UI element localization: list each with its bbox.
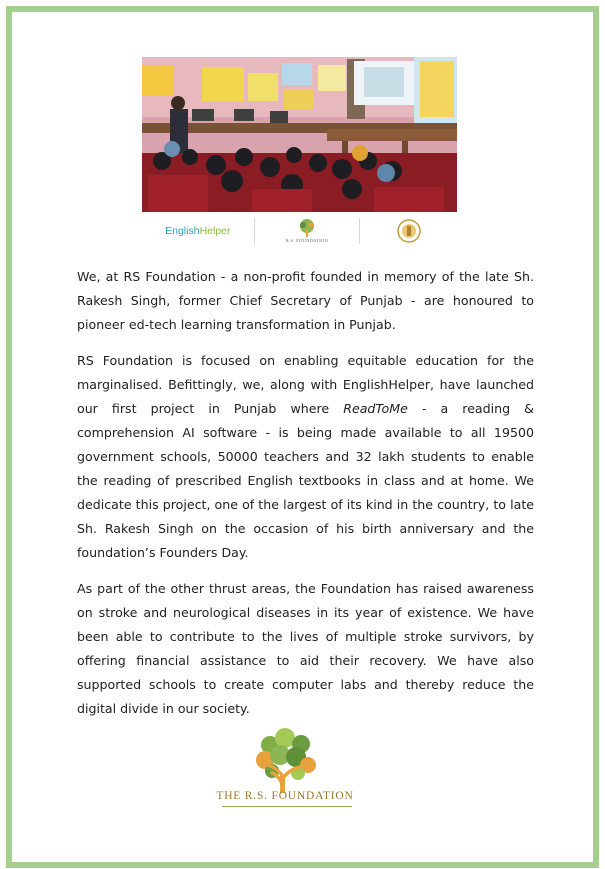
- readtome-name: ReadToMe: [343, 401, 408, 416]
- rs-foundation-name: THE R.S. FOUNDATION: [216, 790, 354, 802]
- body-text: [77, 265, 534, 733]
- government-seal-logo: [360, 218, 457, 244]
- emblem-icon: [397, 218, 421, 244]
- classroom-photo: [142, 57, 457, 212]
- tree-icon: [296, 219, 318, 237]
- paragraph-readtome: RS Foundation is focused on enabling equitable education for the marginalised. Befittingly, we, along with EnglishHelper, have launched our first project in Punjab where ReadToMe - a reading & comprehension AI software - is being made available to all 19500 government schools, 50000 teachers and 32 lakh students to enable the reading of prescribed English textbooks in class and at home. We dedicate this project, one of the largest of its kind in the country, to late Sh. Rakesh Singh on the occasion of his birth anniversary and the foundation’s Founders Day.: [77, 353, 534, 560]
- englishhelper-logo: EnglishHelper: [165, 224, 231, 237]
- paragraph-intro: We, at RS Foundation - a non-profit founded in memory of the late Sh. Rakesh Singh, former Chief Secretary of Punjab - are honoured to pioneer ed-tech learning transformation in Punjab.: [77, 269, 534, 332]
- rs-foundation-small-logo: R.S. FOUNDATION: [255, 219, 360, 243]
- header-banner: [142, 57, 457, 249]
- logo-underline: [222, 806, 352, 807]
- partner-logo-strip: [142, 212, 457, 249]
- paragraph-thrust-areas: As part of the other thrust areas, the Foundation has raised awareness on stroke and neurological diseases in its year of existence. We have been able to contribute to the lives of multiple stroke survivors, by offering financial assistance to aid their recovery. We have also supported schools to create computer labs and thereby reduce the digital divide in our society.: [77, 581, 534, 716]
